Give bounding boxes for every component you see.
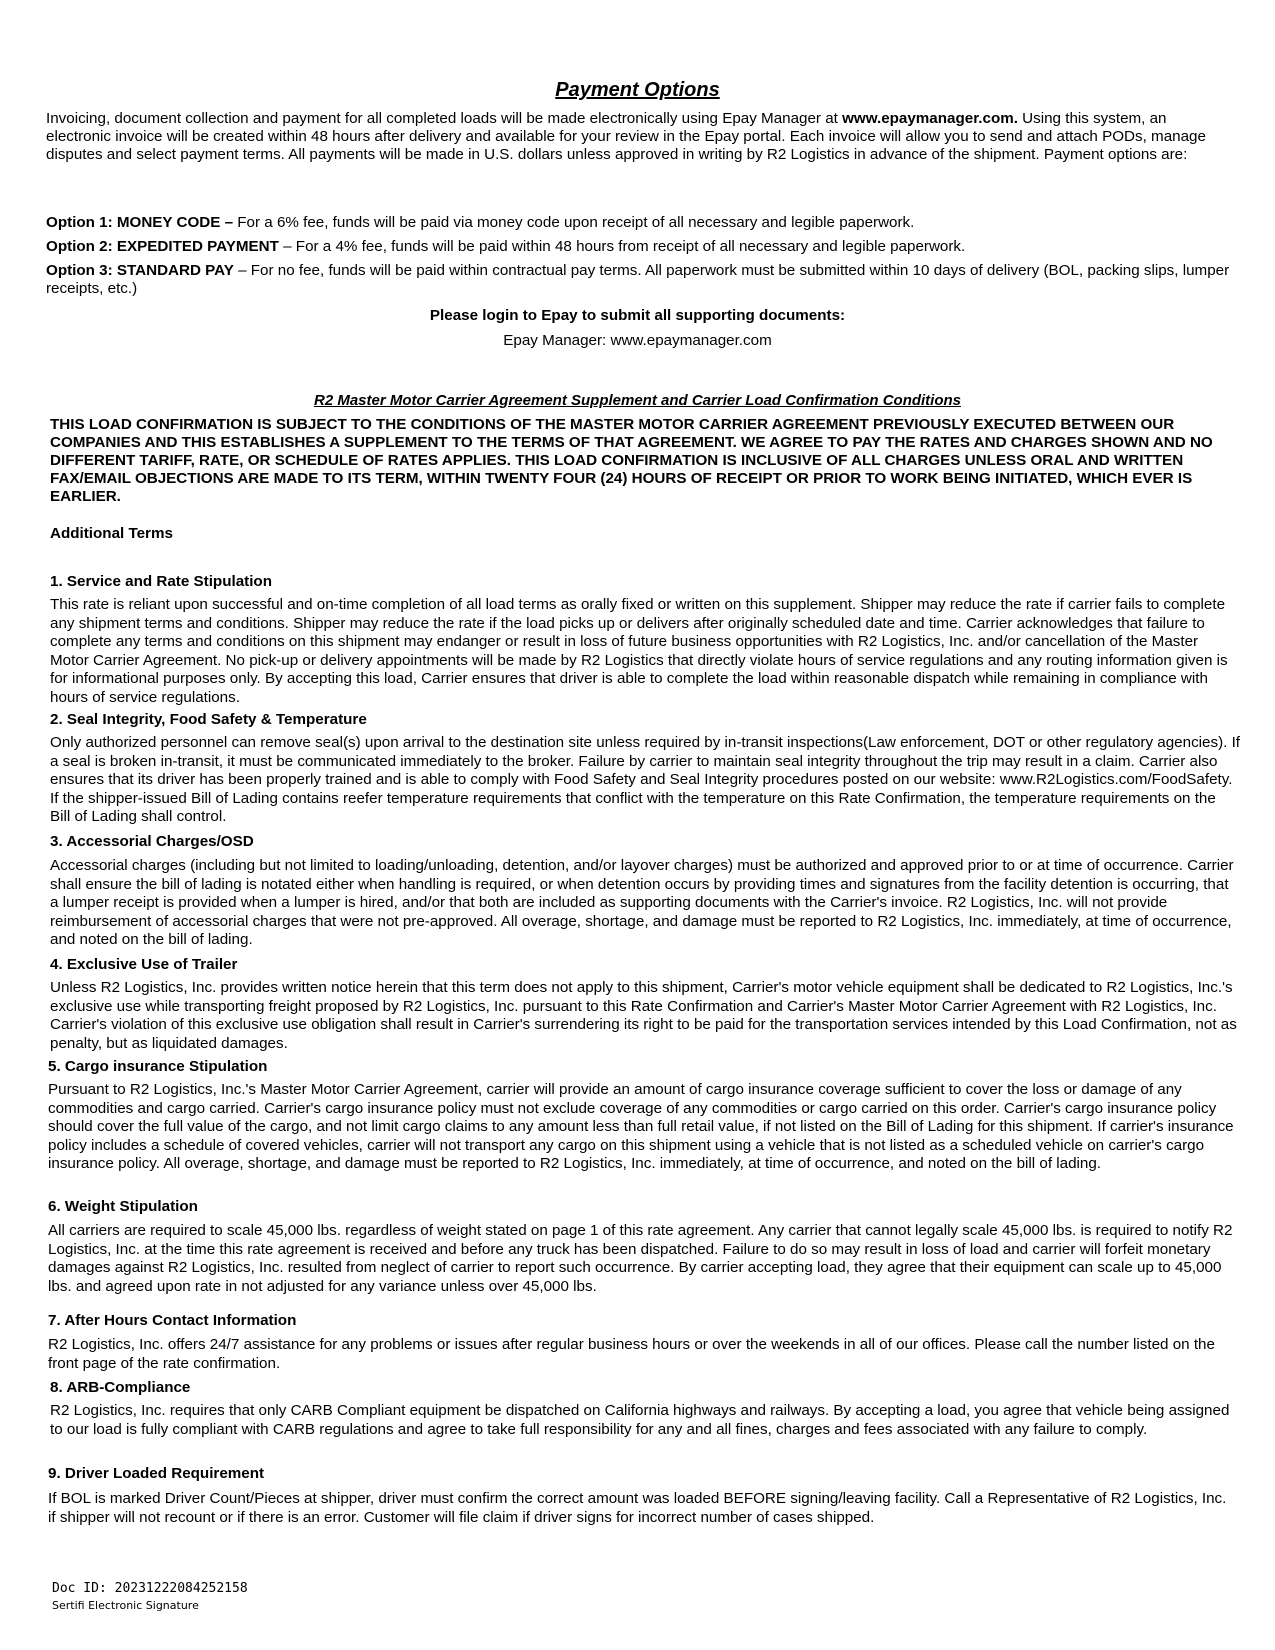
- section-body: R2 Logistics, Inc. offers 24/7 assistance for any problems or issues after regular business hours or over the weekends in all of our offices. Please call the number listed on the front page of the rate confirmation.: [48, 1336, 1215, 1372]
- section-heading: 5. Cargo insurance Stipulation: [48, 1058, 268, 1075]
- epay-manager-line: Epay Manager: www.epaymanager.com: [503, 332, 772, 349]
- payment-option-1: Option 1: MONEY CODE – For a 6% fee, funds will be paid via money code upon receipt of all necessary and legible paperwork.: [46, 214, 915, 231]
- agreement-title: R2 Master Motor Carrier Agreement Supplement and Carrier Load Confirmation Conditions: [313, 392, 962, 409]
- payment-intro: Invoicing, document collection and payment for all completed loads will be made electronically using Epay Manager at www.epaymanager.com. Using this system, an electronic invoice will be created within 48 hours after delivery and available for your review in the Epay portal. Each invoice will allow you to send and attach PODs, manage disputes and select payment terms. All payments will be made in U.S. dollars unless approved in writing by R2 Logistics in advance of the shipment. Payment options are:: [46, 110, 1206, 164]
- section-body: Unless R2 Logistics, Inc. provides written notice herein that this term does not apply to this shipment, Carrier's motor vehicle equipment shall be dedicated to R2 Logistics, Inc.'s exclusive use while transporting freight proposed by R2 Logistics, Inc. pursuant to this Rate Confirmation and Carrier's Master Motor Carrier Agreement with R2 Logistics, Inc. Carrier's violation of this exclusive use obligation shall result in Carrier's surrendering its right to be paid for the transportation services intended by this Load Confirmation, not as penalty, but as liquidated damages.: [50, 979, 1237, 1052]
- payment-option-3: Option 3: STANDARD PAY – For no fee, funds will be paid within contractual pay terms. All paperwork must be submitted within 10 days of delivery (BOL, packing slips, lumper receipts, etc.): [46, 262, 1230, 298]
- payment-options-title: Payment Options: [555, 79, 720, 101]
- login-heading: Please login to Epay to submit all supporting documents:: [429, 307, 846, 324]
- section-heading: 3. Accessorial Charges/OSD: [50, 833, 254, 850]
- payment-option-2: Option 2: EXPEDITED PAYMENT – For a 4% fee, funds will be paid within 48 hours from receipt of all necessary and legible paperwork.: [46, 238, 966, 255]
- doc-id: Doc ID: 20231222084252158: [52, 1581, 248, 1596]
- section-heading: 7. After Hours Contact Information: [48, 1312, 297, 1329]
- section-body: All carriers are required to scale 45,000 lbs. regardless of weight stated on page 1 of this rate agreement. Any carrier that cannot legally scale 45,000 lbs. is required to notify R2 Logistics, Inc. at the time this rate agreement is received and before any truck has been dispatched. Failure to do so may result in loss of load and carrier will forfeit monetary damages against R2 Logistics, Inc. resulted from neglect of carrier to report such occurrence. By carrier accepting load, they agree that their equipment can scale up to 45,000 lbs. and agreed upon rate in not adjusted for any variance unless over 45,000 lbs.: [48, 1222, 1233, 1295]
- section-body: Accessorial charges (including but not limited to loading/unloading, detention, and/or layover charges) must be authorized and approved prior to or at time of occurrence. Carrier shall ensure the bill of lading is notated either when handling is required, or when detention occurs by providing times and signatures from the facility detention is occurring, that a lumper receipt is provided when a lumper is hired, and/or that both are included as supporting documents with the Carrier's invoice. R2 Logistics, Inc. will not provide reimbursement of accessorial charges that were not pre-approved. All overage, shortage, and damage must be reported to R2 Logistics, Inc. immediately, at time of occurrence, and noted on the bill of lading.: [50, 857, 1234, 949]
- additional-terms-heading: Additional Terms: [50, 525, 173, 542]
- section-heading: 4. Exclusive Use of Trailer: [50, 956, 238, 973]
- sertifi-signature-label: Sertifi Electronic Signature: [52, 1599, 199, 1612]
- section-heading: 1. Service and Rate Stipulation: [50, 573, 272, 590]
- section-heading: 2. Seal Integrity, Food Safety & Temperature: [50, 711, 367, 728]
- section-heading: 8. ARB-Compliance: [50, 1379, 191, 1396]
- section-body: Only authorized personnel can remove seal(s) upon arrival to the destination site unless required by in-transit inspections(Law enforcement, DOT or other regulatory agencies). If a seal is broken in-transit, it must be communicated immediately to the broker. Failure by carrier to maintain seal integrity throughout the trip may result in a claim. Carrier also ensures that its driver has been properly trained and is able to comply with Food Safety and Seal Integrity procedures posted on our website: www.R2Logistics.com/FoodSafety. If the shipper-issued Bill of Lading contains reefer temperature requirements that conflict with the temperature on this Rate Confirmation, the temperature requirements on the Bill of Lading shall control.: [50, 734, 1241, 826]
- epay-url: www.epaymanager.com.: [842, 110, 1018, 127]
- section-body: R2 Logistics, Inc. requires that only CARB Compliant equipment be dispatched on California highways and railways. By accepting a load, you agree that vehicle being assigned to our load is fully compliant with CARB regulations and agree to take full responsibility for any and all fines, charges and fees associated with any failure to comply.: [50, 1402, 1230, 1438]
- section-heading: 6. Weight Stipulation: [48, 1198, 198, 1215]
- agreement-caps-text: THIS LOAD CONFIRMATION IS SUBJECT TO THE CONDITIONS OF THE MASTER MOTOR CARRIER AGREEMENT PREVIOUSLY EXECUTED BETWEEN OUR COMPANIES AND THIS ESTABLISHES A SUPPLEMENT TO THE TERMS OF THAT AGREEMENT. WE AGREE TO PAY THE RATES AND CHARGES SHOWN AND NO DIFFERENT TARIFF, RATE, OR SCHEDULE OF RATES APPLIES. THIS LOAD CONFIRMATION IS INCLUSIVE OF ALL CHARGES UNLESS ORAL AND WRITTEN FAX/EMAIL OBJECTIONS ARE MADE TO ITS TERM, WITHIN TWENTY FOUR (24) HOURS OF RECEIPT OR PRIOR TO WORK BEING INITIATED, WHICH EVER IS EARLIER.: [50, 416, 1213, 505]
- section-body: If BOL is marked Driver Count/Pieces at shipper, driver must confirm the correct amount was loaded BEFORE signing/leaving facility. Call a Representative of R2 Logistics, Inc. if shipper will not recount or if there is an error. Customer will file claim if driver signs for incorrect number of cases shipped.: [48, 1490, 1227, 1526]
- section-heading: 9. Driver Loaded Requirement: [48, 1465, 265, 1482]
- section-body: This rate is reliant upon successful and on-time completion of all load terms as orally fixed or written on this supplement. Shipper may reduce the rate if carrier fails to complete any shipment terms and conditions. Shipper may reduce the rate if the load picks up or delivers after originally scheduled date and time. Carrier acknowledges that failure to complete any terms and conditions on this shipment may endanger or result in loss of future business opportunities with R2 Logistics, Inc. and/or cancellation of the Master Motor Carrier Agreement. No pick-up or delivery appointments will be made by R2 Logistics that directly violate hours of service regulations and any routing information given is for informational purposes only. By accepting this load, Carrier ensures that driver is able to complete the load within reasonable dispatch while remaining in compliance with hours of service regulations.: [50, 596, 1228, 706]
- section-body: Pursuant to R2 Logistics, Inc.'s Master Motor Carrier Agreement, carrier will provide an amount of cargo insurance coverage sufficient to cover the loss or damage of any commodities and cargo carried. Carrier's cargo insurance policy must not exclude coverage of any commodities or cargo carried on this order. Carrier's cargo insurance policy should cover the full value of the cargo, and not limit cargo claims to any amount less than full retail value, if not listed on the Bill of Lading for this shipment. If carrier's insurance policy includes a schedule of covered vehicles, carrier will not transport any cargo on this shipment using a vehicle that is not listed as a scheduled vehicle on carrier's cargo insurance policy. All overage, shortage, and damage must be reported to R2 Logistics, Inc. immediately, at time of occurrence, and noted on the bill of lading.: [48, 1081, 1234, 1173]
